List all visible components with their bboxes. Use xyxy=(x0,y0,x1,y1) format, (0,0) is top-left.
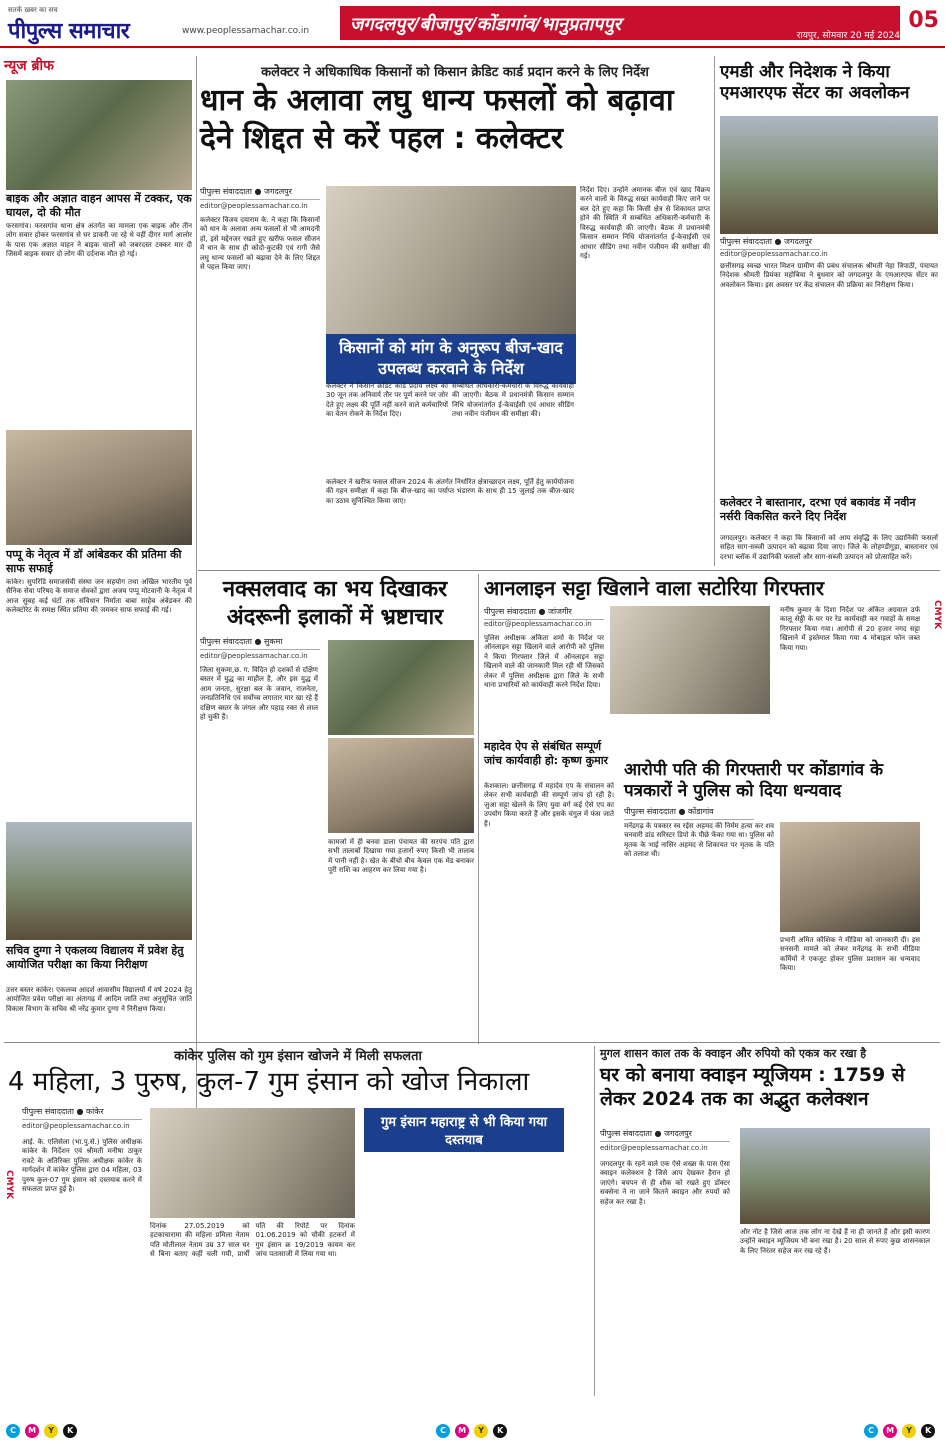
cmyk-marks-center xyxy=(436,1418,507,1438)
mrf-text: छत्तीसगढ़ स्वच्छ भारत मिशन ग्रामीण की प्रबंध संचालक श्रीमती नेहा त्रिपाठी, पंचायत निदेशक श्रीमती प्रियंका महोबिया ने बुधवार को जगदलपुर के एमआरएफ सेंटर का अवलोकन किया। इस अवसर पर केंद्र संचालन की प्रक्रिया का निरीक्षण किया। xyxy=(720,262,938,289)
kondagaon-photo xyxy=(780,822,920,932)
satta-text-2: मनीष कुमार के दिशा निर्देश पर अंकित अग्रवाल उर्फ कालू सेठ्ठी के घर पर रेड कार्यवाही कर गवाहों के समक्ष गिरफ्तार किया गया। आरोपी से 20 हजार नगद सट्टा खिलाने में इस्तेमाल किया गया 4 मोबाइल फोन जब्त किया गया। xyxy=(780,606,920,652)
brief-2-text: कांकेर। सुपरिडि समाजसेवी संस्था जन सहयोग तथा अखिल भारतीय पूर्व सैनिक सेवा परिषद के समाज सेवकों द्वारा अजय पप्पू मोटवानी के नेतृत्व में आज सुबह कई घंटों तक संविधान निर्माता बाबा साहेब अंबेडकर की कलेक्टोरेट के समक्ष स्थित प्रतिमा की जमकर साफ सफाई की गई। xyxy=(6,578,192,615)
cmyk-y: Y xyxy=(474,1424,488,1438)
missing-kicker: कांकेर पुलिस को गुम इंसान खोजने में मिली सफलता xyxy=(174,1049,422,1064)
edition-banner: जगदलपुर/बीजापुर/कोंडागांव/भानुप्रतापपुर xyxy=(340,6,900,40)
satta-email: editor@peoplessamachar.co.in xyxy=(484,620,592,628)
page-number: 05 xyxy=(908,8,939,33)
lead-text-3: कलेक्टर ने किसान क्रेडिट कार्ड प्रदाय लक्ष्य को 30 जून तक अनिवार्य तौर पर पूर्ण करने पर जोर देते हुए लक्ष्य की पूर्ति नहीं करने वाले कर्मचारियों का वेतन रोकने के निर्देश दिए। xyxy=(326,382,448,419)
naxal-byline: पीपुल्स संवाददाता ● सुकमा xyxy=(200,636,320,650)
cmyk-side-label: CMYK xyxy=(932,600,942,630)
missing-byline: पीपुल्स संवाददाता ● कांकेर xyxy=(22,1106,142,1120)
naxal-email: editor@peoplessamachar.co.in xyxy=(200,652,308,660)
satta-byline: पीपुल्स संवाददाता ● जांजगीर xyxy=(484,606,604,620)
cmyk-c: C xyxy=(864,1424,878,1438)
lead-text-2: कलेक्टर ने खरीफ फसल सीजन 2024 के अंतर्गत निर्धारित क्षेत्राच्छादन लक्ष्य, पूर्ति हेतु कार्ययोजना की गहन समीक्षा में कहा कि बीज-खाद का पर्याप्त भंडारण के साथ ही 15 जुलाई तक बीज-खाद का उठाव सुनिश्चित किया जाए। xyxy=(326,478,574,505)
cmyk-m: M xyxy=(455,1424,469,1438)
brief-3-text: उत्तर बस्तर कांकेर। एकलव्य आदर्श आवासीय विद्यालयों में वर्ष 2024 हेतु आयोजित प्रवेश परीक्षा का अंतागढ़ में आदिम जाति तथा अनुसूचित जाति विकास विभाग के सचिव श्री नरेंद्र कुमार दुग्गा ने निरीक्षण किया। xyxy=(6,986,192,1013)
lead-email: editor@peoplessamachar.co.in xyxy=(200,202,308,210)
missing-headline: 4 महिला, 3 पुरुष, कुल-7 गुम इंसान को खोज निकाला xyxy=(8,1067,530,1097)
nursery-headline: कलेक्टर ने बास्तानार, दरभा एवं बकावंड में नवीन नर्सरी विकसित करने दिए निर्देश xyxy=(720,496,916,524)
news-brief-label: न्यूज ब्रीफ xyxy=(4,58,54,74)
cmyk-k: K xyxy=(493,1424,507,1438)
coin-text: जगदलपुर के रहने वाले एक ऐसे शख्स के पास ऐसा क्वाइन कलेक्शन है जिसे आप देखकर हैरान हो जाएंगे। बचपन से ही शौक को रखते हुए डॉक्टर सक्सेना ने ना जाने कितने क्वाइन और रुपयों को सहेज कर रखा है। xyxy=(600,1160,730,1206)
cmyk-c: C xyxy=(436,1424,450,1438)
naxal-photo-1 xyxy=(328,640,474,735)
naxal-text: जिला सुकमा,छ. ग. विदित हो दशकों से दक्षिण बस्तर में युद्ध का माहौल है, और इस युद्ध में आम जनता, सुरक्षा बल के जवान, राजनेता, जनप्रतिनिधि एवं सर्वोच्च लगातार मार खा रहे हैं दक्षिण बस्तर के जंगल और पहाड़ रक्त से लाल हो चुकी हैं। xyxy=(200,666,318,722)
mrf-headline: एमडी और निदेशक ने किया एमआरएफ सेंटर का अवलोकन xyxy=(720,62,910,104)
cmyk-c: C xyxy=(6,1424,20,1438)
naxal-photo-2 xyxy=(328,738,474,833)
cmyk-y: Y xyxy=(44,1424,58,1438)
missing-text: आई. के. एलिसेला (भा.पु.से.) पुलिस अधीक्षक कांकेर के निर्देशन एवं श्रीमती मनीषा ठाकुर रावटे के अतिरिक्त पुलिस अधीक्षक कांकेर के मार्गदर्शन में कांकेर पुलिस द्वारा 04 महिला, 03 पुरुष कुल-07 गुम इंसान को दस्तयाब करने में सफलता प्राप्त हुई है। xyxy=(22,1138,142,1194)
cmyk-marks-right xyxy=(864,1418,935,1438)
logo xyxy=(8,6,178,44)
satta-photo xyxy=(610,606,770,714)
divider xyxy=(478,574,479,1044)
coin-kicker: मुगल शासन काल तक के क्वाइन और रुपियो को एकत्र कर रखा है xyxy=(600,1047,867,1060)
mrf-email: editor@peoplessamachar.co.in xyxy=(720,250,828,258)
logo-tagline: सतर्क ख़बर का सच xyxy=(8,6,58,14)
cmyk-k: K xyxy=(921,1424,935,1438)
brief-3-head: सचिव दुग्गा ने एकलव्य विद्यालय में प्रवेश हेतु आयोजित परीक्षा का किया निरीक्षण xyxy=(6,944,184,972)
lead-headline: धान के अलावा लघु धान्य फसलों को बढ़ावा देने शिद्दत से करें पहल : कलेक्टर xyxy=(200,83,674,156)
mrf-photo xyxy=(720,116,938,234)
cmyk-y: Y xyxy=(902,1424,916,1438)
satta-text: पुलिस अधीक्षक अकिता शर्मा के निर्देश पर ऑनलाइन सट्टा खिलाने वाले आरोपी को पुलिस ने किया गिरफ्तार जिले में ऑनलाइन सट्टा खिलाने वाले की जानकारी मिल रही थी जिसको लेकर में पुलिस अधीक्षक द्वारा जिले के सभी थाना प्रभारियों को कार्यवाही करने निर्देश दिया। xyxy=(484,634,604,690)
coin-email: editor@peoplessamachar.co.in xyxy=(600,1144,708,1152)
page-date: रायपुर, सोमवार 20 मई 2024 xyxy=(796,31,900,41)
divider xyxy=(198,570,940,571)
lead-text-5: निर्देश दिए। उन्होंने अमानक बीज एवं खाद विक्रय करने वालों के विरुद्ध सख्त कार्यवाही किए जाने पर बल देते हुए कहा कि किसी क्षेत्र से शिकायत प्राप्त होने की स्थिति में सम्बंधित अधिकारी-कर्मचारी के विरुद्ध कार्यवाही की जाएगी। बैठक में प्रधानमंत्री किसान सम्मान निधि योजनांतर्गत ई-केवाईसी एवं आधार सीडिंग तथा नवीन पंजीयन की समीक्षा की गई। xyxy=(580,186,710,261)
missing-text-2: दिनांक 27.05.2019 को हटकाचारामा की महिला प्रमिला नेताम पति मोतीलाल नेताम उम्र 37 साल घर से बिना बताए कहीं चली गयी, प्रार्थी पति की रिपोर्ट पर दिनांक 01.06.2019 को चौकी हटकर्रा में गुम इंसान क्र 19/2019 कायम कर जांच पतासाजी में लिया गया था। xyxy=(150,1222,355,1259)
lead-byline: पीपुल्स संवाददाता ● जगदलपुर xyxy=(200,186,320,200)
satta-headline: आनलाइन सट्टा खिलाने वाला सटोरिया गिरफ्तार xyxy=(484,576,824,600)
statue-photo xyxy=(6,430,192,545)
kondagaon-text: मनेंद्रगढ़ के पत्रकार स्व रईस अहमद की निर्मम हत्या कर शव चनवारी डांड सरिस्टर डिपो के पीछे फेंका गया था। पुलिस को मृतक के भाई नासिर अहमद से शिकायत पर मृतक के पति को तलाश थी। xyxy=(624,822,774,859)
naxal-headline: नक्सलवाद का भय दिखाकर अंदरूनी इलाकों में भ्रष्टाचार xyxy=(222,577,448,630)
coin-text-2: और नोट है जिसे आज तक लोग ना देखे हैं ना ही जानते हैं और इसी कारण उन्होंने क्वाइन म्यूजियम भी बना रखा है। 20 साल से रुपए कुछ शासनकाल के लिए निरंतर सहेज कर रख रहे हैं। xyxy=(740,1228,930,1255)
missing-photo xyxy=(150,1108,355,1218)
cmyk-m: M xyxy=(25,1424,39,1438)
mahadev-headline: महादेव ऐप से संबंधित सम्पूर्ण जांच कार्यवाही हो: कृष्ण कुमार xyxy=(484,740,609,768)
lead-kicker: कलेक्टर ने अधिकाधिक किसानों को किसान क्रेडिट कार्ड प्रदान करने के लिए निर्देश xyxy=(261,65,649,80)
nursery-text: जगदलपुर। कलेक्टर ने कहा कि किसानों को आय संवृद्धि के लिए उद्यानिकी फसलों सहित साग-सब्जी उत्पादन को बढ़ावा दिया जाए। जिले के लोहण्डीगुड़ा, बास्तानार एवं दरभा ब्लॉक में उद्यानिकी फसलों और साग-सब्जी उत्पादन को प्रोत्साहित करें। xyxy=(720,534,938,561)
brief-1-head: बाइक और अज्ञात वाहन आपस में टक्कर, एक घायल, दो की मौत xyxy=(6,192,192,220)
mahadev-text: केशकाल। छत्तीसगढ़ में महादेव एप के संचालन को लेकर सभी कार्यवाही की सम्पूर्ण जांच हो रही है। जुआ सट्टा खेलने के लिए युवा वर्ग कई ऐसे एप का उपयोग किया करते हैं और इसके चंगुल में फंस जाते हैं। xyxy=(484,782,614,828)
logo-text: पीपुल्स समाचार xyxy=(8,18,130,44)
lead-text-1: कलेक्टर विजय दयाराम के. ने कहा कि किसानों को धान के अलावा अन्य फसलों से भी आमदनी हो, इसे मद्देनजर रखते हुए खरीफ फसल सीजन में धान के साथ ही कोदो-कुटकी एवं रागी जैसे लघु धान्य फसलों को बढ़ावा देने के लिए शिद्दत से पहल किया जाए। xyxy=(200,216,320,272)
brief-2-head: पप्पू के नेतृत्व में डॉ आंबेडकर की प्रतिमा की साफ सफाई xyxy=(6,548,182,576)
brief-1-text: फरसगांव। फरसगांव थाना क्षेत्र अंतर्गत का मामला एक बाइक और तीन लोग सवार होकर फरसगांव से घर डाकरी जा रहे थे वहीं दीगर मार्ग आलोर के पास एक अज्ञात वाहन ने बाइक चालों को जबरदस्त टक्कर मार दी जिसमें बाइक सवार दो लोग की दर्दनाक मौत हो गई। xyxy=(6,222,192,259)
lead-photo-caption: किसानों को मांग के अनुरूप बीज-खाद उपलब्ध करवाने के निर्देश xyxy=(326,334,576,384)
cmyk-side-label-left: CMYK xyxy=(4,1170,14,1200)
divider xyxy=(196,56,197,1136)
website: www.peoplessamachar.co.in xyxy=(182,26,310,36)
news-brief-sidebar xyxy=(4,56,194,75)
divider xyxy=(4,1042,940,1043)
naxal-text-2: कामजो में ही बनवा डाला पंचायत की सरपंच पति द्वारा सभी तालाबों दिखाया गया हजारों रुपए किसी भी तालाब में पानी नहीं है। खेत के बीचो बीच केवल एक मेड बनाकर पूरी राशि का आहरण कर लिया गया है। xyxy=(328,838,474,875)
kondagaon-byline: पीपुल्स संवाददाता ● कोंडागांव xyxy=(624,806,754,820)
coin-byline: पीपुल्स संवाददाता ● जगदलपुर xyxy=(600,1128,730,1142)
cmyk-m: M xyxy=(883,1424,897,1438)
missing-band: गुम इंसान महाराष्ट्र से भी किया गया दस्तयाब xyxy=(364,1108,564,1152)
kondagaon-headline: आरोपी पति की गिरफ्तारी पर कोंडागांव के पत्रकारों ने पुलिस को दिया धन्यवाद xyxy=(624,760,884,802)
meeting-photo xyxy=(326,186,576,334)
divider xyxy=(594,1046,595,1396)
coin-photo xyxy=(740,1128,930,1224)
cmyk-marks-left xyxy=(6,1418,77,1438)
lead-text-4: सम्बंधित अधिकारी-कर्मचारी के विरुद्ध कार्यवाही की जाएगी। बैठक में प्रधानमंत्री किसान सम्मान निधि योजनांतर्गत ई-केवाईसी एवं आधार सीडिंग तथा नवीन पंजीयन की समीक्षा की। xyxy=(452,382,574,419)
divider xyxy=(714,56,715,566)
accident-photo xyxy=(6,80,192,190)
exam-photo xyxy=(6,822,192,940)
kondagaon-text-2: प्रभारी अमित कौशिक ने मीडिया को जानकारी दी। इस सनसनी मामले को लेकर मनेंद्रगढ़ के सभी मीडिया कर्मियों ने एकजुट होकर पुलिस प्रशासन का धन्यवाद किया। xyxy=(780,936,920,973)
mrf-byline: पीपुल्स संवाददाता ● जगदलपुर xyxy=(720,236,820,250)
coin-headline: घर को बनाया क्वाइन म्यूजियम : 1759 से लेकर 2024 तक का अद्भुत कलेक्शन xyxy=(600,1064,905,1110)
cmyk-k: K xyxy=(63,1424,77,1438)
missing-email: editor@peoplessamachar.co.in xyxy=(22,1122,130,1130)
